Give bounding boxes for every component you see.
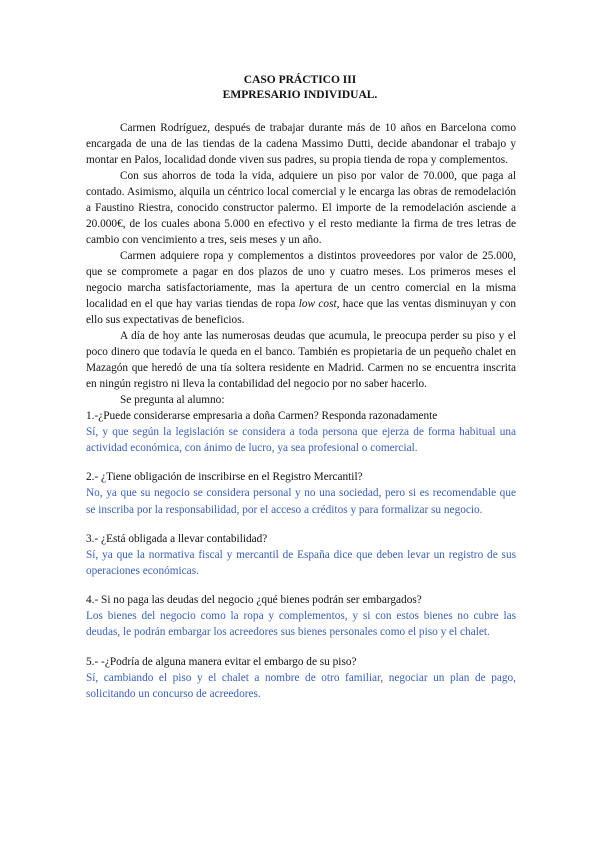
question-5: 5.- -¿Podría de alguna manera evitar el embargo de su piso? [86, 655, 357, 668]
document-body [86, 120, 516, 702]
question-2: 2.- ¿Tiene obligación de inscribirse en el Registro Mercantil? [86, 471, 363, 484]
answer-4: Los bienes del negocio como la ropa y complementos, y si con estos bienes no cubre las deudas, le podrán embargar los acreedores sus bienes personales como el piso y el chalet. [86, 610, 516, 639]
paragraph-prompt: Se pregunta al alumno: [120, 394, 225, 406]
answer-3: Sí, ya que la normativa fiscal y mercantil de España dice que deben levar un registro de sus operaciones económicas. [86, 548, 516, 578]
paragraph-savings: Con sus ahorros de toda la vida, adquiere un piso por valor de 70.000, que paga al contado. Asimismo, alquila un céntrico local comercial y le encarga las obras de remodelación a Faustino Riestra, conocido constructor palermo. El importe de la remodelación asciende a 20.000€, de los cuales abona 5.000 en efectivo y el resto mediante la firma de tres letras de cambio con vencimiento a tres, seis meses y un año. [86, 170, 516, 246]
document-title: CASO PRÁCTICO III [243, 74, 357, 86]
answer-2: No, ya que su negocio se considera personal y no una sociedad, pero si es recomendable que se inscriba por la responsabilidad, por el acceso a créditos y para formalizar su negocio. [86, 487, 516, 516]
question-3: 3.- ¿Está obligada a llevar contabilidad? [86, 532, 268, 545]
document-subtitle: EMPRESARIO INDIVIDUAL. [222, 89, 378, 101]
paragraph-debts: A día de hoy ante las numerosas deudas que acumula, le preocupa perder su piso y el poco dinero que todavía le queda en el banco. También es propietaria de un pequeño chalet en Mazagón que heredó de una tía soltera residente en Madrid. Carmen no se encuentra inscrita en ningún registro ni lleva la contabilidad del negocio por no saber hacerlo. [86, 330, 516, 390]
answer-1: Sí, y que según la legislación se considera a toda persona que ejerza de forma habitual una actividad económica, con ánimo de lucro, ya sea profesional o comercial. [86, 426, 516, 455]
paragraph-suppliers [86, 248, 516, 328]
question-1: 1.-¿Puede considerarse empresaria a doña Carmen? Responda razonadamente [86, 410, 438, 422]
paragraph-suppliers-text: Carmen adquiere ropa y complementos a distintos proveedores por valor de 25.000, que se compromete a pagar en dos plazos de uno y cuatro meses. Los primeros meses el negocio marcha satisfactoriamente, mas la apertura de un centro comercial en la misma localidad en el que hay varias tiendas de ropa low cost, hace que las ventas disminuyan y con ello sus expectativas de beneficios. [86, 250, 516, 326]
answer-5: Sí, cambiando el piso y el chalet a nombre de otro familiar, negociar un plan de pago, solicitando un concurso de acreedores. [86, 671, 516, 700]
question-4: 4.- Si no paga las deudas del negocio ¿qué bienes podrán ser embargados? [86, 594, 422, 607]
paragraph-intro: Carmen Rodríguez, después de trabajar durante más de 10 años en Barcelona como encargada de una de las tiendas de la cadena Massimo Dutti, decide abandonar el trabajo y montar en Palos, localidad donde viven sus padres, su propia tienda de ropa y complementos. [86, 122, 516, 166]
low-cost-emphasis: low cost [298, 298, 337, 310]
